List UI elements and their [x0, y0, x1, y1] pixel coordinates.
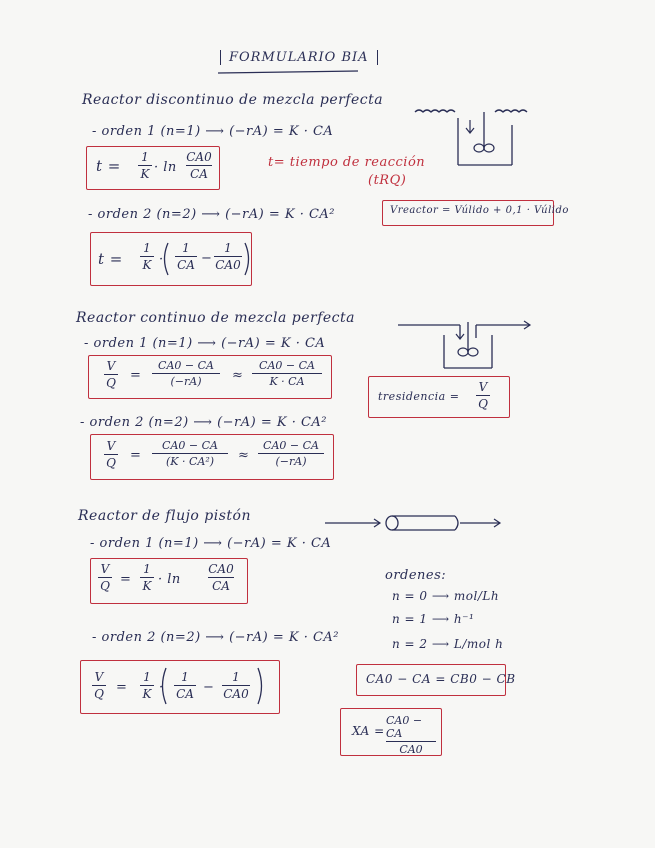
num: 1 [182, 241, 190, 255]
batch-o1-ln: · ln [154, 160, 177, 175]
pfr-o2-frac2 [174, 670, 196, 701]
pfr-o2-frac3 [222, 670, 250, 701]
batch-order2-label: - orden 2 (n=2) ⟶ (−rA) = K · CA² [88, 207, 336, 222]
pfr-o2-lhs [92, 670, 106, 701]
num: V [106, 439, 116, 453]
batch-heading: Reactor discontinuo de mezcla perfecta [82, 92, 384, 108]
num: V [100, 562, 110, 576]
batch-volume-eq: Vreactor = Vúlido + 0,1 · Vúlido [390, 205, 569, 216]
num: CA0 − CA [386, 714, 423, 740]
den: CA [177, 258, 195, 272]
den: Q [106, 376, 116, 390]
cstr-o1-eq: = [130, 368, 142, 383]
num: 1 [143, 241, 151, 255]
num: V [478, 380, 488, 394]
pfr-o1-ln: · ln [158, 572, 181, 587]
cstr-o2-lhs [104, 439, 118, 470]
num: V [106, 359, 116, 373]
pfr-o2-frac1 [140, 670, 154, 701]
den: Q [100, 579, 110, 593]
batch-time-note2: (tRQ) [368, 173, 407, 188]
batch-o2-frac3 [214, 241, 242, 272]
batch-o2-dot: · [159, 252, 164, 267]
num: V [94, 670, 104, 684]
pfr-heading: Reactor de flujo pistón [78, 508, 251, 524]
pfr-order1-label: - orden 1 (n=1) ⟶ (−rA) = K · CA [90, 536, 332, 551]
den: K [140, 167, 150, 181]
batch-o1-lhs: t = [96, 157, 121, 175]
den: K · CA [269, 375, 305, 388]
pfr-o2-minus: − [203, 680, 215, 695]
den: CA [190, 167, 208, 181]
pfr-o1-frac1 [140, 562, 154, 593]
den: CA0 [399, 743, 423, 756]
num: 1 [143, 670, 151, 684]
cstr-o1-approx: ≈ [232, 368, 244, 383]
batch-o1-frac2 [186, 150, 212, 181]
cstr-heading: Reactor continuo de mezcla perfecta [76, 310, 355, 326]
den: (−rA) [170, 375, 202, 388]
cstr-o2-eq: = [130, 448, 142, 463]
pfr-o2-eq: = [116, 680, 128, 695]
num: 1 [143, 562, 151, 576]
cstr-residence-frac [476, 380, 490, 411]
den: K [142, 258, 152, 272]
pfr-o1-eq: = [120, 572, 132, 587]
den: CA0 [215, 258, 241, 272]
den: Q [478, 397, 488, 411]
batch-time-note: t= tiempo de reacción [268, 155, 426, 170]
num: 1 [141, 150, 149, 164]
num: 1 [181, 670, 189, 684]
cstr-o1-frac1 [152, 359, 220, 388]
den: Q [94, 687, 104, 701]
pfr-balance-eq: CA0 − CA = CB0 − CB [366, 672, 516, 686]
pfr-o1-lhs [98, 562, 112, 593]
cstr-order2-label: - orden 2 (n=2) ⟶ (−rA) = K · CA² [80, 415, 328, 430]
cstr-o1-frac2 [252, 359, 322, 388]
num: CA0 − CA [162, 439, 218, 452]
cstr-o1-lhs [104, 359, 118, 390]
page-title: FORMULARIO BIA [220, 50, 378, 65]
cstr-order1-label: - orden 1 (n=1) ⟶ (−rA) = K · CA [84, 336, 326, 351]
pfr-o2-dot: · [159, 680, 164, 695]
num: CA0 − CA [263, 439, 319, 452]
pfr-o1-frac2 [208, 562, 234, 593]
batch-o2-minus: − [201, 251, 213, 266]
cstr-o2-frac1 [152, 439, 228, 468]
den: (K · CA²) [165, 455, 215, 468]
batch-order1-label: - orden 1 (n=1) ⟶ (−rA) = K · CA [92, 124, 334, 139]
den: CA [176, 687, 194, 701]
pfr-conv-lhs: XA = [352, 724, 385, 738]
den: (−rA) [275, 455, 307, 468]
den: K [142, 579, 152, 593]
pfr-order-n2: n = 2 ⟶ L/mol h [392, 637, 504, 651]
batch-o1-frac1 [138, 150, 152, 181]
pfr-order2-label: - orden 2 (n=2) ⟶ (−rA) = K · CA² [92, 630, 340, 645]
cstr-residence-label: tresidencia = [378, 390, 460, 403]
num: CA0 [186, 150, 212, 164]
den: CA0 [223, 687, 249, 701]
den: Q [106, 456, 116, 470]
num: CA0 − CA [259, 359, 315, 372]
batch-o2-frac1 [140, 241, 154, 272]
pfr-order-n0: n = 0 ⟶ mol/Lh [392, 589, 500, 603]
num: CA0 − CA [158, 359, 214, 372]
pfr-order-n1: n = 1 ⟶ h⁻¹ [392, 612, 475, 626]
cstr-o2-frac2 [258, 439, 324, 468]
batch-o2-frac2 [175, 241, 197, 272]
batch-o2-lhs: t = [98, 250, 123, 268]
cstr-o2-approx: ≈ [238, 448, 250, 463]
den: K [142, 687, 152, 701]
pfr-conv-frac [386, 714, 436, 756]
pfr-orders-title: ordenes: [385, 568, 447, 583]
num: 1 [224, 241, 232, 255]
den: CA [212, 579, 230, 593]
num: 1 [232, 670, 240, 684]
num: CA0 [208, 562, 234, 576]
